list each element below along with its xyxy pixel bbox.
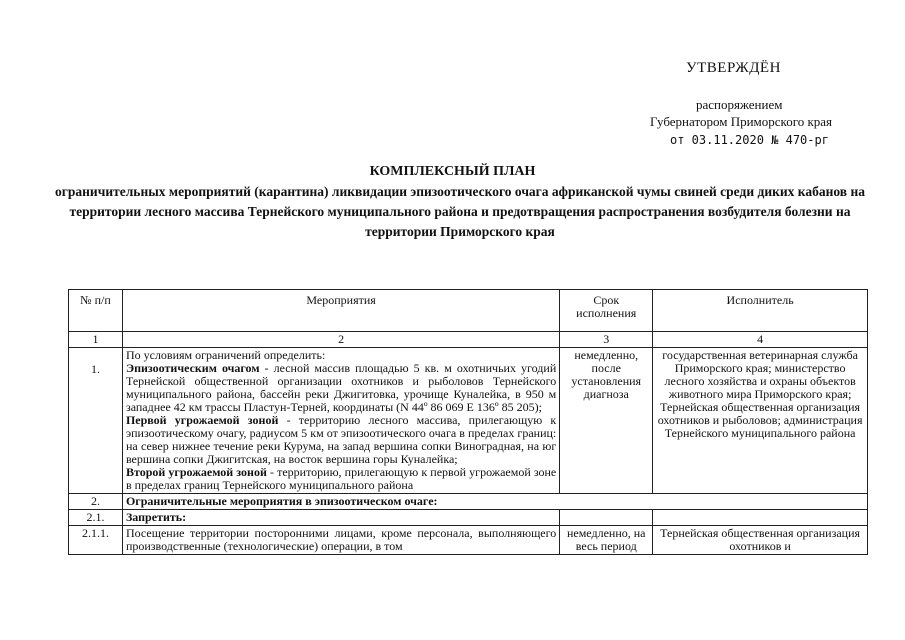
table-row — [69, 494, 868, 510]
row-number-text: 1. — [90, 362, 100, 376]
column-number: 4 — [653, 332, 868, 348]
row-term: немедленно, на весь период — [560, 526, 653, 555]
activity-text: - лесной массив площадью 5 кв. м охотничьих угодий Тернейской общественной организации охотников и рыболовов Тернейского муниципального района, бассейн реки Джигитовка, урочище Куналейка, в 950 м западнее 42 км трассы Пластун-Терней, координаты (N 44º 86 069 E 136º 85 205); — [125, 361, 557, 414]
row-subsection-heading: Запретить: — [122, 510, 559, 526]
row-executor: государственная ветеринарная служба Приморского края; министерство лесного хозяйства и охраны объектов животного мира Приморского края; Тернейская общественная организация охотников и рыболовов; администрация Тернейского муниципального района — [653, 348, 868, 494]
row-activity: Посещение территории посторонними лицами, кроме персонала, выполняющего производственные (технологические) операции, в том — [122, 526, 559, 555]
row-number — [69, 348, 123, 494]
activity-intro: По условиям ограничений определить: — [125, 348, 326, 362]
document-subtitle: ограничительных мероприятий (карантина) ликвидации эпизоотического очага африканской чумы свиней среди диких кабанов на территории лесного массива Тернейского муниципального района и предотвращения распространения возбудителя болезни на территории Приморского края — [55, 184, 865, 239]
column-number: 3 — [560, 332, 653, 348]
row-number: 2.1. — [69, 510, 123, 526]
activity-paragraph — [126, 466, 556, 492]
table-row — [69, 526, 868, 555]
activity-paragraph — [126, 414, 556, 466]
row-executor: Тернейская общественная организация охотников и — [653, 526, 868, 555]
row-executor-empty — [653, 510, 868, 526]
activity-text: - территорию лесного массива, прилегающую к эпизоотическому очагу, радиусом 5 км от эпизоотического очага в пределах границ: на север нижнее течение реки Курума, на запад вершина сопки Виноградная, на юг вершина сопки Джигитская, на восток вершина горы Куналейка; — [125, 413, 557, 466]
column-number: 2 — [122, 332, 559, 348]
row-activity — [122, 348, 559, 494]
plan-table — [68, 289, 868, 555]
row-number: 2. — [69, 494, 123, 510]
activity-term: Первой угрожаемой зоной — [125, 413, 279, 427]
approval-by-order: распоряжением — [696, 97, 783, 112]
table-row — [69, 348, 868, 494]
approval-title: УТВЕРЖДЁН — [686, 60, 781, 76]
header-executor: Исполнитель — [653, 290, 868, 332]
activity-term: Второй угрожаемой зоной — [125, 465, 267, 479]
table-header-row — [69, 290, 868, 332]
header-activity: Мероприятия — [122, 290, 559, 332]
row-term: немедленно, после установления диагноза — [560, 348, 653, 494]
row-section-heading: Ограничительные мероприятия в эпизоотическом очаге: — [122, 494, 867, 510]
activity-text: - территорию, прилегающую к первой угрожаемой зоне в пределах границ Тернейского муниципального района — [125, 465, 557, 492]
row-term-empty — [560, 510, 653, 526]
approval-by-governor: Губернатором Приморского края — [650, 114, 833, 129]
activity-paragraph — [126, 362, 556, 414]
row-number: 2.1.1. — [69, 526, 123, 555]
header-num: № п/п — [69, 290, 123, 332]
activity-term: Эпизоотическим очагом — [125, 361, 260, 375]
header-term: Срок исполнения — [560, 290, 653, 332]
table-row — [69, 510, 868, 526]
column-number: 1 — [69, 332, 123, 348]
column-number-row — [69, 332, 868, 348]
approval-order-reference: от 03.11.2020 № 470-рг — [670, 133, 829, 147]
document-title: КОМПЛЕКСНЫЙ ПЛАН — [369, 164, 536, 179]
